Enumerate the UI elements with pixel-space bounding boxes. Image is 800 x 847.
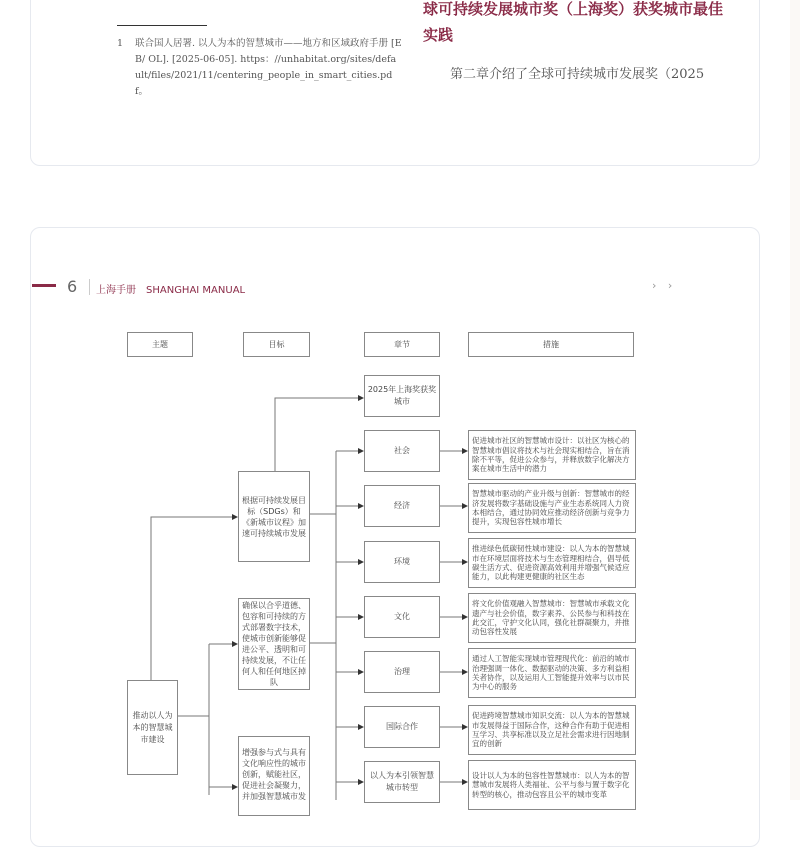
measure-box: 促进跨境智慧城市知识交流：以人为本的智慧城市发展得益于国际合作，这种合作有助于促进相互学习、共享标准以及立足社会需求进行因地制宜的创新 [468,705,636,755]
measure-box: 推进绿色低碳韧性城市建设：以人为本的智慧城市在环境层面将技术与生态管理相结合，倡导低碳生活方式、促进资源高效利用并增强气候适应能力，以此构建更健康的社区生态 [468,538,636,588]
header-measures: 措施 [468,332,634,357]
measure-box: 智慧城市驱动的产业升级与创新：智慧城市的经济发展将数字基础设施与产业生态系统同人力资本相结合，通过协同效应推动经济创新与竞争力提升，实现包容性城市增长 [468,483,636,533]
footnote-number: 1 [117,38,124,49]
header-theme: 主题 [127,332,193,357]
connector-line [275,398,363,471]
brand-label: 上海手册 SHANGHAI MANUAL [96,285,246,296]
measure-box: 将文化价值观融入智慧城市：智慧城市承载文化遗产与社会价值，数字素养、公民参与和科技在此交汇，守护文化认同，强化社群凝聚力，并推动包容性发展 [468,593,636,643]
measure-box: 促进城市社区的智慧城市设计：以社区为核心的智慧城市倡议将技术与社会现实相结合，旨在消除不平等，促进公众参与，并释放数字化解决方案在城市生活中的潜力 [468,430,636,480]
section-title: 球可持续发展城市奖（上海奖）获奖城市最佳实践 [423,0,724,44]
next-page-icon[interactable]: › › [652,279,677,292]
theme-box: 推动以人为本的智慧城市建设 [127,680,178,775]
measure-box: 通过人工智能实现城市管理现代化：前沿的城市治理强调一体化、数据驱动的决策、多方利益相关者协作，以及运用人工智能提升效率与以市民为中心的服务 [468,648,636,698]
chapter-box: 社会 [364,430,440,472]
chapter-box: 以人为本引领智慧城市转型 [364,761,440,803]
chapter-box: 国际合作 [364,706,440,748]
body-text: 第二章介绍了全球可持续城市发展奖（2025 [450,67,705,82]
page-number: 6 [67,277,78,296]
goal-box: 确保以合乎道德、包容和可持续的方式部署数字技术，使城市创新能够促进公平、透明和可持续发展，不让任何人和任何地区掉队 [238,598,310,690]
chapter-box: 环境 [364,541,440,583]
footnote-text: 联合国人居署. 以人为本的智慧城市——地方和区域政府手册 [EB/ OL]. [2025-06-05]. https：//unhabitat.org/sites/default/files/2021/11/centering_people_in_smart_cities.pdf。 [135,38,402,97]
chapter-box: 治理 [364,651,440,693]
award-box: 2025年上海奖获奖城市 [364,375,440,417]
chapter-box: 经济 [364,485,440,527]
goal-box: 增强参与式与具有文化响应性的城市创新，赋能社区，促进社会凝聚力，并加强智慧城市发 [238,736,310,816]
chapter-box: 文化 [364,596,440,638]
goal-box: 根据可持续发展目标（SDGs）和《新城市议程》加速可持续城市发展 [238,471,310,562]
header-chapter: 章节 [364,332,440,357]
connector-line [151,517,237,680]
measure-box: 设计以人为本的包容性智慧城市：以人为本的智慧城市发展将人类福祉、公平与参与置于数字化转型的核心，推动包容且公平的城市变革 [468,760,636,810]
header-goal: 目标 [243,332,310,357]
